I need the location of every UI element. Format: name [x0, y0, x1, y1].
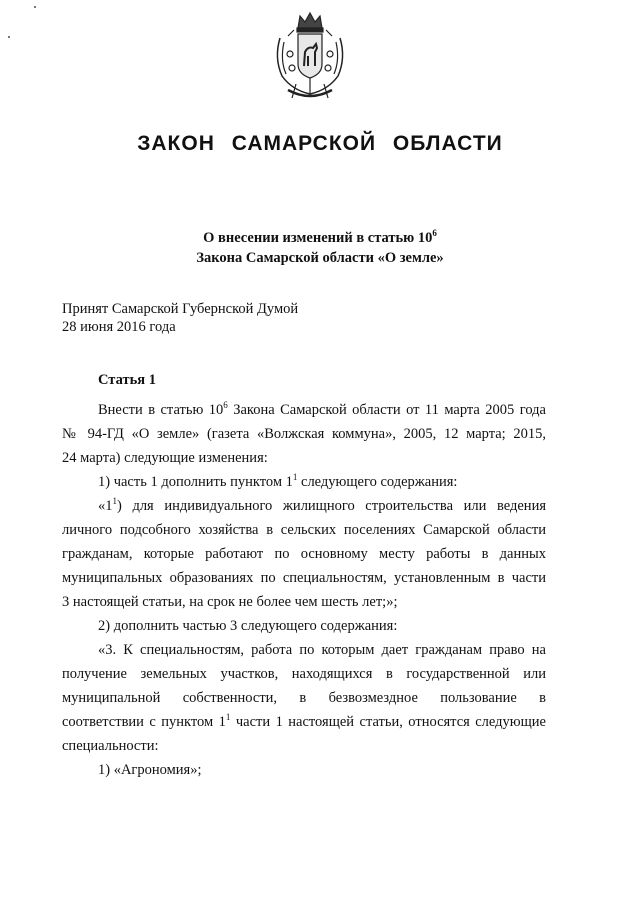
paragraph-line: № 94-ГД «О земле» (газета «Волжская коммуна», 2005, 12 марта; 2015,	[62, 426, 546, 442]
superscript: 1	[225, 712, 231, 722]
quoted-text-line: получение земельных участков, находящихся в государственной или	[62, 666, 546, 682]
paragraph-line: 24 марта) следующие изменения:	[62, 450, 268, 466]
adopted-by: Принят Самарской Губернской Думой	[62, 301, 299, 317]
paragraph-line: Внести в статью $10^6$ Закона Самарской области от 11 марта 2005 года	[98, 400, 546, 418]
quoted-text-line: «3. К специальностям, работа по которым дает гражданам право на	[98, 642, 546, 658]
quoted-text-line: специальности:	[62, 738, 159, 754]
subject-line-2: Закона Самарской области «О земле»	[196, 250, 444, 266]
coat-of-arms-emblem	[268, 8, 352, 104]
amendment-item-1: 1) часть 1 дополнить пунктом $1^1$ следующего содержания:	[98, 472, 458, 490]
quoted-text-line: гражданам, которые работают по основному месту работы в данных	[62, 546, 546, 562]
quoted-text-line: «$1^1$) для индивидуального жилищного строительства или ведения	[98, 496, 546, 514]
article-body	[62, 398, 546, 782]
adoption-date: 28 июня 2016 года	[62, 319, 176, 335]
article-heading: Статья 1	[98, 372, 156, 388]
superscript: 6	[223, 400, 228, 410]
law-title: ЗАКОН САМАРСКОЙ ОБЛАСТИ	[137, 132, 503, 155]
subject-line-1: О внесении изменений в статью 10	[203, 230, 433, 246]
quoted-text-line: 3 настоящей статьи, на срок не более чем шесть лет;»;	[62, 594, 398, 610]
quoted-text-line: муниципальных образованиях по специальностям, установленным в части	[62, 570, 546, 586]
superscript: 6	[432, 228, 437, 238]
amendment-item-2: 2) дополнить частью 3 следующего содержания:	[98, 618, 398, 634]
specialty-list-item: 1) «Агрономия»;	[98, 762, 202, 778]
quoted-text-line: личного подсобного хозяйства в сельских поселениях Самарской области	[62, 522, 546, 538]
superscript: 1	[112, 496, 117, 506]
adoption-info	[62, 300, 298, 336]
quoted-text-line: соответствии с пунктом $1^1$ части 1 настоящей статьи, относятся следующие	[62, 712, 546, 730]
quoted-text-line: муниципальной собственности, в безвозмездное пользование в	[62, 690, 546, 706]
law-subject-heading	[0, 228, 640, 268]
scan-speck	[8, 36, 10, 38]
scan-speck	[34, 6, 36, 8]
superscript: 1	[292, 472, 298, 482]
